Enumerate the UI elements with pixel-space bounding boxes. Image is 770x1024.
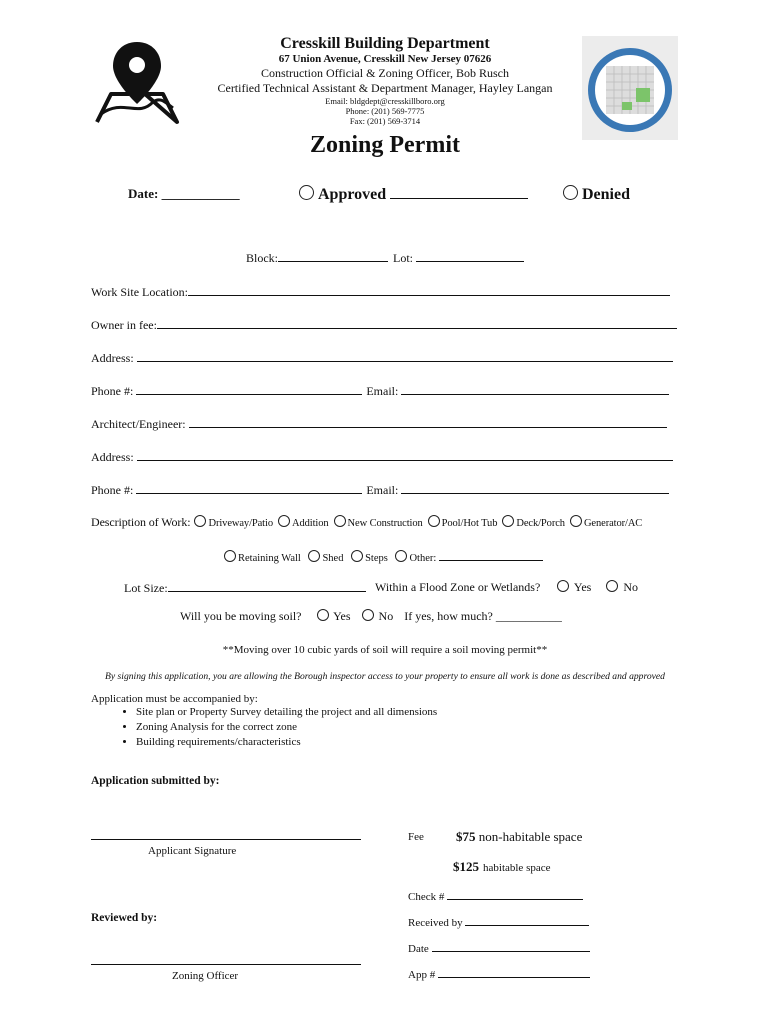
- option-deck[interactable]: [502, 515, 565, 529]
- radio-retaining-wall[interactable]: [224, 550, 236, 562]
- department-fax: Fax: (201) 569-3714: [349, 116, 421, 126]
- architect-email-field[interactable]: [401, 482, 669, 494]
- check-label: Check #: [408, 891, 445, 903]
- email-label: Email:: [366, 384, 399, 398]
- phone-field[interactable]: [136, 383, 362, 395]
- owner-label: Owner in fee:: [91, 318, 157, 332]
- requirements-heading: Application must be accompanied by:: [91, 693, 258, 705]
- option-shed-label: Shed: [322, 553, 344, 564]
- soil-yes-label: Yes: [333, 609, 351, 623]
- fee-nonhabitable-desc: non-habitable space: [478, 829, 583, 844]
- option-generator-label: Generator/AC: [583, 518, 643, 529]
- soil-permit-note: **Moving over 10 cubic yards of soil will require a soil moving permit**: [222, 644, 548, 656]
- soil-no-label: No: [378, 609, 394, 623]
- approved-line[interactable]: [390, 187, 528, 199]
- department-email: Email: bldgdept@cresskillboro.org: [325, 96, 445, 106]
- architect-phone-label: Phone #:: [91, 483, 134, 497]
- option-new-construction[interactable]: [334, 515, 423, 529]
- lot-size-label: Lot Size:: [124, 581, 168, 595]
- lot-field[interactable]: [416, 250, 524, 262]
- soil-no-radio[interactable]: [362, 609, 374, 621]
- denied-label: Denied: [582, 186, 630, 203]
- denied-radio[interactable]: [563, 185, 578, 200]
- flood-no-radio[interactable]: [606, 580, 618, 592]
- date-field[interactable]: Date: ____________: [128, 186, 240, 201]
- work-site-label: Work Site Location:: [91, 285, 189, 299]
- lot-size-field[interactable]: [168, 580, 366, 592]
- address-label: Address:: [91, 351, 134, 365]
- page-title: Zoning Permit: [310, 132, 460, 158]
- radio-deck[interactable]: [502, 515, 514, 527]
- radio-steps[interactable]: [351, 550, 363, 562]
- fee-label: Fee: [408, 831, 424, 843]
- technical-assistant: Certified Technical Assistant & Department Manager, Hayley Langan: [217, 81, 553, 95]
- flood-yes-radio[interactable]: [557, 580, 569, 592]
- radio-other[interactable]: [395, 550, 407, 562]
- radio-generator[interactable]: [570, 515, 582, 527]
- department-name: Cresskill Building Department: [280, 35, 490, 52]
- flood-yes-label: Yes: [573, 580, 592, 594]
- option-steps-label: Steps: [365, 553, 388, 564]
- zoning-officer-signature-line[interactable]: [91, 964, 361, 965]
- option-addition-label: Addition: [291, 518, 329, 529]
- architect-email-label: Email:: [366, 483, 399, 497]
- approved-label: Approved: [318, 186, 387, 203]
- architect-phone-field[interactable]: [136, 482, 362, 494]
- soil-no-option[interactable]: [362, 609, 394, 623]
- block-label: Block:: [246, 251, 278, 265]
- option-other[interactable]: [395, 549, 542, 564]
- flood-no-option[interactable]: [606, 580, 638, 594]
- work-description-label: Description of Work:: [91, 515, 191, 529]
- fee-habitable-amount: $125: [453, 859, 479, 874]
- option-driveway[interactable]: [194, 515, 273, 529]
- soil-yes-radio[interactable]: [317, 609, 329, 621]
- option-pool[interactable]: [428, 515, 498, 529]
- construction-official: Construction Official & Zoning Officer, Bob Rusch: [260, 66, 510, 80]
- app-number-field[interactable]: [438, 966, 590, 978]
- zoning-officer-label: Zoning Officer: [172, 970, 239, 982]
- option-addition[interactable]: [278, 515, 329, 529]
- soil-yes-option[interactable]: [317, 609, 351, 623]
- option-deck-label: Deck/Porch: [516, 518, 565, 529]
- phone-label: Phone #:: [91, 384, 134, 398]
- received-by-label: Received by: [408, 917, 463, 929]
- radio-new-construction[interactable]: [334, 515, 346, 527]
- option-retaining-wall[interactable]: [224, 550, 301, 564]
- architect-field[interactable]: [189, 416, 667, 428]
- radio-addition[interactable]: [278, 515, 290, 527]
- radio-pool[interactable]: [428, 515, 440, 527]
- received-by-field[interactable]: [465, 914, 589, 926]
- architect-label: Architect/Engineer:: [91, 417, 186, 431]
- reviewed-by-heading: Reviewed by:: [91, 912, 158, 924]
- flood-yes-option[interactable]: [557, 580, 591, 594]
- check-field[interactable]: [447, 888, 583, 900]
- option-driveway-label: Driveway/Patio: [208, 518, 273, 529]
- requirement-item: • Site plan or Property Survey detailing the project and all dimensions: [136, 705, 591, 720]
- department-phone: Phone: (201) 569-7775: [345, 106, 425, 116]
- requirements-list: [91, 705, 591, 750]
- radio-shed[interactable]: [308, 550, 320, 562]
- email-field[interactable]: [401, 383, 669, 395]
- approved-option[interactable]: [299, 185, 528, 204]
- lot-label: Lot:: [393, 251, 413, 265]
- fee-nonhabitable-amount: $75: [456, 829, 476, 844]
- department-address: 67 Union Avenue, Cresskill New Jersey 07626: [278, 53, 492, 65]
- flood-no-label: No: [623, 580, 639, 594]
- applicant-signature-line[interactable]: [91, 839, 361, 840]
- soil-label: Will you be moving soil?: [180, 609, 302, 623]
- option-steps[interactable]: [351, 550, 388, 564]
- requirement-item: • Building requirements/characteristics: [136, 735, 591, 750]
- app-number-label: App #: [408, 969, 436, 981]
- architect-address-field[interactable]: [137, 449, 673, 461]
- flood-zone-label: Within a Flood Zone or Wetlands?: [375, 580, 541, 594]
- option-new-construction-label: New Construction: [347, 518, 423, 529]
- block-field[interactable]: [278, 250, 388, 262]
- approved-radio[interactable]: [299, 185, 314, 200]
- office-date-field[interactable]: [432, 940, 590, 952]
- requirement-item: • Zoning Analysis for the correct zone: [136, 720, 591, 735]
- address-field[interactable]: [137, 350, 673, 362]
- consent-note: By signing this application, you are allowing the Borough inspector access to your property to ensure all work is done as described and approved: [105, 671, 665, 682]
- fee-habitable-desc: habitable space: [483, 862, 551, 874]
- option-pool-label: Pool/Hot Tub: [441, 518, 498, 529]
- architect-address-label: Address:: [91, 450, 134, 464]
- map-pin-logo: [93, 38, 181, 126]
- date-label: Date: [408, 943, 429, 955]
- work-site-field[interactable]: [188, 284, 670, 296]
- option-shed[interactable]: [308, 550, 343, 564]
- option-retaining-wall-label: Retaining Wall: [238, 553, 301, 564]
- radio-driveway[interactable]: [194, 515, 206, 527]
- other-field[interactable]: [439, 549, 543, 561]
- denied-option[interactable]: [563, 185, 630, 204]
- soil-amount-field[interactable]: If yes, how much? ___________: [404, 609, 562, 623]
- option-generator[interactable]: [570, 515, 642, 529]
- applicant-signature-label: Applicant Signature: [148, 845, 237, 857]
- submitted-by-heading: Application submitted by:: [91, 775, 220, 787]
- owner-field[interactable]: [157, 317, 677, 329]
- option-other-label: Other:: [409, 553, 437, 564]
